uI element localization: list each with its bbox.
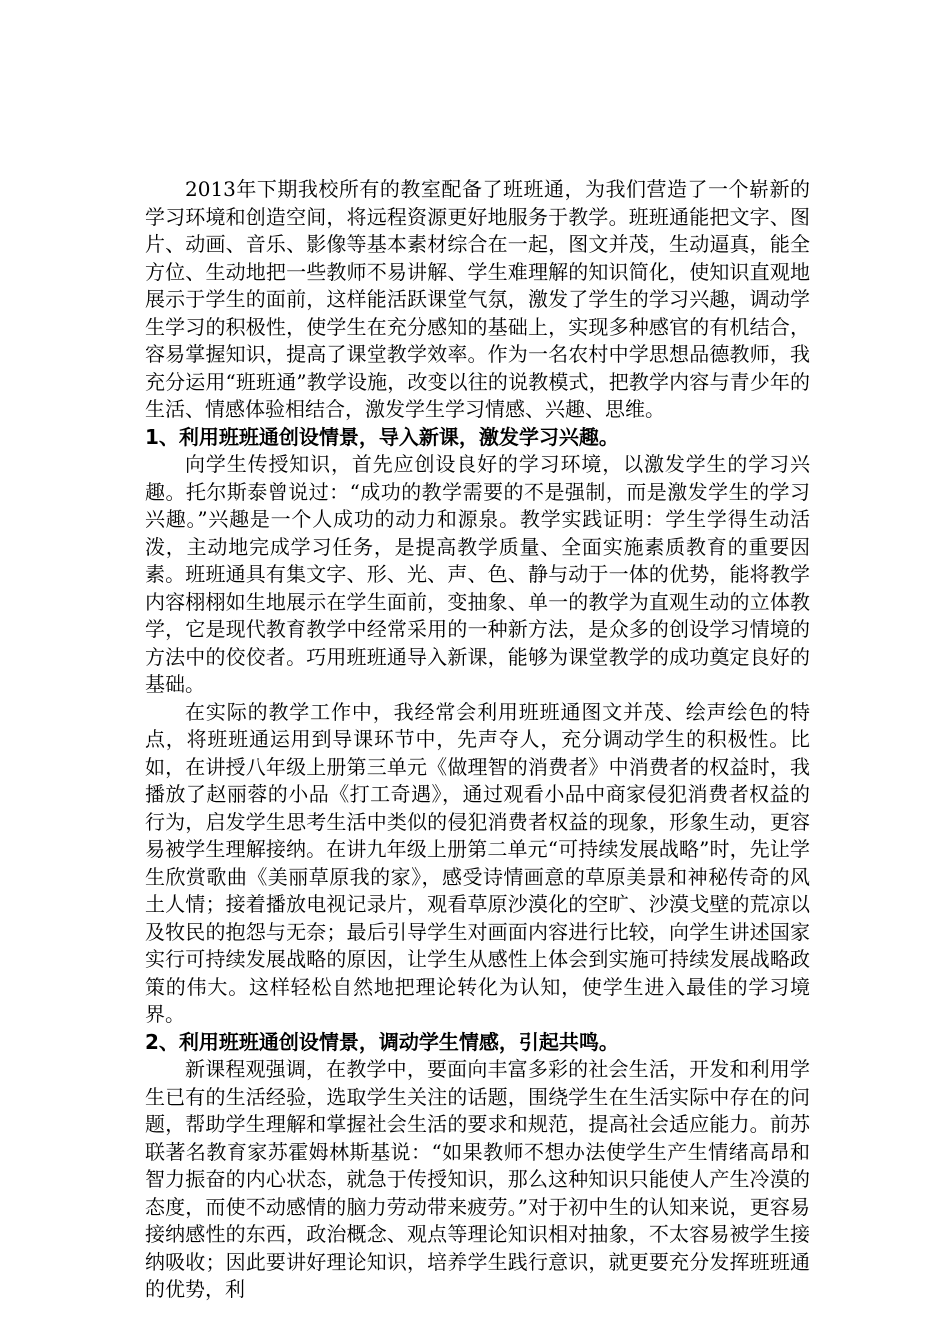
section-1-paragraph-1: 向学生传授知识，首先应创设良好的学习环境，以激发学生的学习兴趣。托尔斯泰曾说过：“成功的教学需要的不是强制，而是激发学生的学习兴趣。”兴趣是一个人成功的动力和源泉。教学实践证明：学生学得生动活泼，主动地完成学习任务，是提高教学质量、全面实施素质教育的重要因素。班班通具有集文字、形、光、声、色、静与动于一体的优势，能将教学内容栩栩如生地展示在学生面前，变抽象、单一的教学为直观生动的立体教学，它是现代教育教学中经常采用的一种新方法，是众多的创设学习情境的方法中的佼佼者。巧用班班通导入新课，能够为课堂教学的成功奠定良好的基础。: [145, 452, 810, 696]
section-heading-2: 2、利用班班通创设情景，调动学生情感，引起共鸣。: [145, 1029, 619, 1054]
section-heading-1: 1、利用班班通创设情景，导入新课，激发学习兴趣。: [145, 424, 619, 449]
intro-paragraph: 2013年下期我校所有的教室配备了班班通，为我们营造了一个崭新的学习环境和创造空间，将远程资源更好地服务于教学。班班通能把文字、图片、动画、音乐、影像等基本素材综合在一起，图文并茂，生动逼真，能全方位、生动地把一些教师不易讲解、学生难理解的知识简化，使知识直观地展示于学生的面前，这样能活跃课堂气氛，激发了学生的学习兴趣，调动学生学习的积极性，使学生在充分感知的基础上，实现多种感官的有机结合，容易掌握知识，提高了课堂教学效率。作为一名农村中学思想品德教师，我充分运用“班班通”教学设施，改变以往的说教模式，把教学内容与青少年的生活、情感体验相结合，激发学生学习情感、兴趣、思维。: [145, 177, 810, 421]
document-body: [145, 176, 810, 1304]
section-2-paragraph-1: 新课程观强调，在教学中，要面向丰富多彩的社会生活，开发和利用学生已有的生活经验，选取学生关注的话题，围绕学生在生活实际中存在的问题，帮助学生理解和掌握社会生活的要求和规范，提高社会适应能力。前苏联著名教育家苏霍姆林斯基说：“如果教师不想办法使学生产生情绪高昂和智力振奋的内心状态，就急于传授知识，那么这种知识只能使人产生冷漠的态度，而使不动感情的脑力劳动带来疲劳。”对于初中生的认知来说，更容易接纳感性的东西，政治概念、观点等理论知识相对抽象，不太容易被学生接纳吸收；因此要讲好理论知识，培养学生践行意识，就更要充分发挥班班通的优势，利: [145, 1057, 810, 1301]
section-1-paragraph-2: 在实际的教学工作中，我经常会利用班班通图文并茂、绘声绘色的特点，将班班通运用到导课环节中，先声夺人，充分调动学生的积极性。比如，在讲授八年级上册第三单元《做理智的消费者》中消费者的权益时，我播放了赵丽蓉的小品《打工奇遇》，通过观看小品中商家侵犯消费者权益的行为，启发学生思考生活中类似的侵犯消费者权益的现象，形象生动，更容易被学生理解接纳。在讲九年级上册第二单元“可持续发展战略”时，先让学生欣赏歌曲《美丽草原我的家》，感受诗情画意的草原美景和神秘传奇的风土人情；接着播放电视记录片，观看草原沙漠化的空旷、沙漠戈壁的荒凉以及牧民的抱怨与无奈；最后引导学生对画面内容进行比较，向学生讲述国家实行可持续发展战略的原因，让学生从感性上体会到实施可持续发展战略政策的伟大。这样轻松自然地把理论转化为认知，使学生进入最佳的学习境界。: [145, 699, 810, 1026]
